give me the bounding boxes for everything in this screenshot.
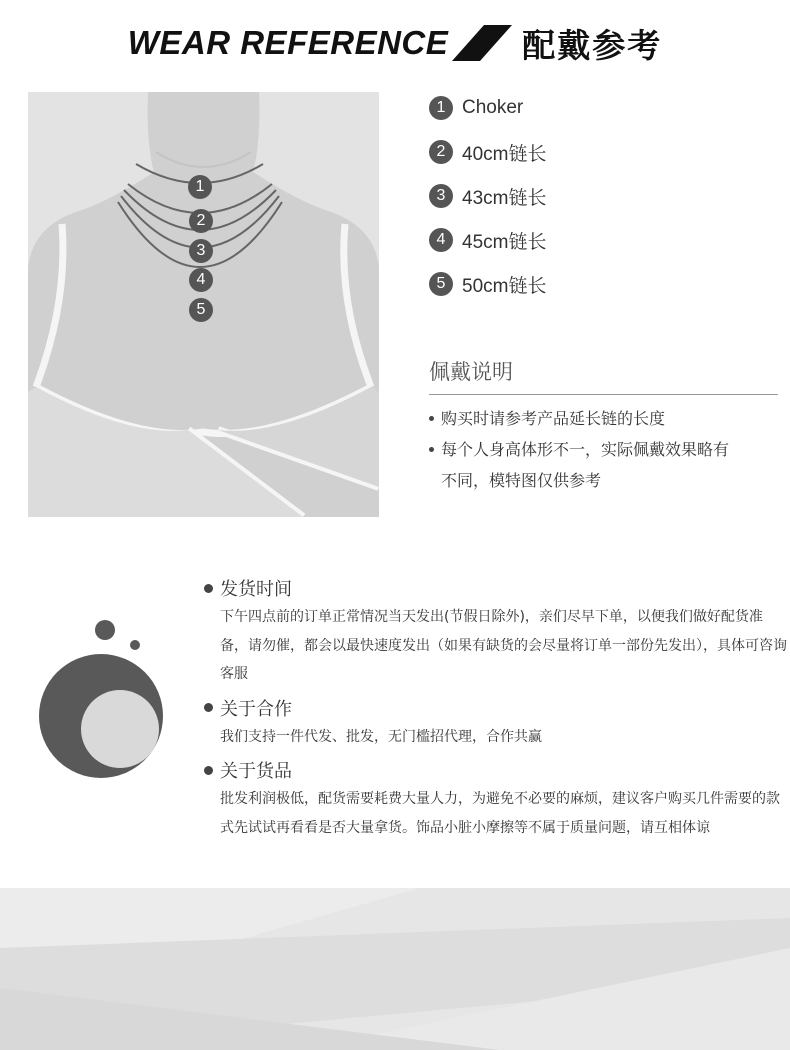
number-badge-icon: 5 xyxy=(429,272,453,296)
info-title: 发货时间 xyxy=(220,579,292,600)
legend-label: 40cm链长 xyxy=(462,143,547,165)
info-section-cooperation xyxy=(204,695,790,752)
info-section-goods xyxy=(204,757,790,842)
info-heading xyxy=(204,757,790,783)
legend-item xyxy=(429,226,546,254)
bullet-icon xyxy=(204,584,213,593)
info-text: 我们支持一件代发、批发，无门槛招代理，合作共赢 xyxy=(220,728,542,745)
info-section-shipping xyxy=(204,575,790,689)
note-item xyxy=(429,434,741,496)
legend-item xyxy=(429,138,546,166)
number-badge-icon: 1 xyxy=(429,96,453,120)
bullet-icon xyxy=(429,416,434,421)
info-title: 关于合作 xyxy=(220,698,292,720)
page-header xyxy=(0,18,790,68)
bullet-icon xyxy=(204,766,213,775)
divider xyxy=(429,394,778,395)
legend-item xyxy=(429,182,546,210)
figure-marker-3: 3 xyxy=(189,239,213,263)
decorative-footer-band xyxy=(0,888,790,1050)
figure-marker-1: 1 xyxy=(188,175,212,199)
service-info xyxy=(204,575,790,848)
header-title-en: WEAR REFERENCE xyxy=(127,24,449,61)
figure-marker-2: 2 xyxy=(189,209,213,233)
length-legend xyxy=(429,94,546,314)
figure-marker-4: 4 xyxy=(189,268,213,292)
wear-instructions-title: 佩戴说明 xyxy=(429,360,513,384)
figure-marker-5: 5 xyxy=(189,298,213,322)
info-heading xyxy=(204,695,790,721)
note-text: 购买时请参考产品延长链的长度 xyxy=(441,409,666,428)
legend-label: Choker xyxy=(462,97,524,118)
legend-item xyxy=(429,270,546,298)
necklace-length-figure xyxy=(28,92,379,517)
wear-instructions-notes xyxy=(429,403,789,496)
bullet-icon xyxy=(429,447,434,452)
slash-icon xyxy=(452,25,512,61)
legend-label: 43cm链长 xyxy=(462,187,547,209)
note-text: 每个人身高体形不一，实际佩戴效果略有不同，模特图仅供参考 xyxy=(441,440,730,490)
bullet-icon xyxy=(204,703,213,712)
legend-item xyxy=(429,94,546,122)
note-item xyxy=(429,403,789,434)
info-text: 批发利润极低，配货需要耗费大量人力，为避免不必要的麻烦，建议客户购买几件需要的款式先试试再看看是否大量拿货。饰品小脏小摩擦等不属于质量问题，请互相体谅 xyxy=(220,791,780,836)
legend-label: 50cm链长 xyxy=(462,275,547,297)
legend-label: 45cm链长 xyxy=(462,231,547,253)
number-badge-icon: 2 xyxy=(429,140,453,164)
header-title-cn: 配戴参考 xyxy=(522,25,663,65)
number-badge-icon: 4 xyxy=(429,228,453,252)
decorative-circles-icon xyxy=(0,600,200,800)
info-title: 关于货品 xyxy=(220,761,292,782)
info-text: 下午四点前的订单正常情况当天发出(节假日除外)，亲们尽早下单，以便我们做好配货准备，请勿催，都会以最快速度发出（如果有缺货的会尽量将订单一部份先发出），具体可咨询客服 xyxy=(220,609,787,682)
number-badge-icon: 3 xyxy=(429,184,453,208)
info-heading xyxy=(204,575,790,601)
